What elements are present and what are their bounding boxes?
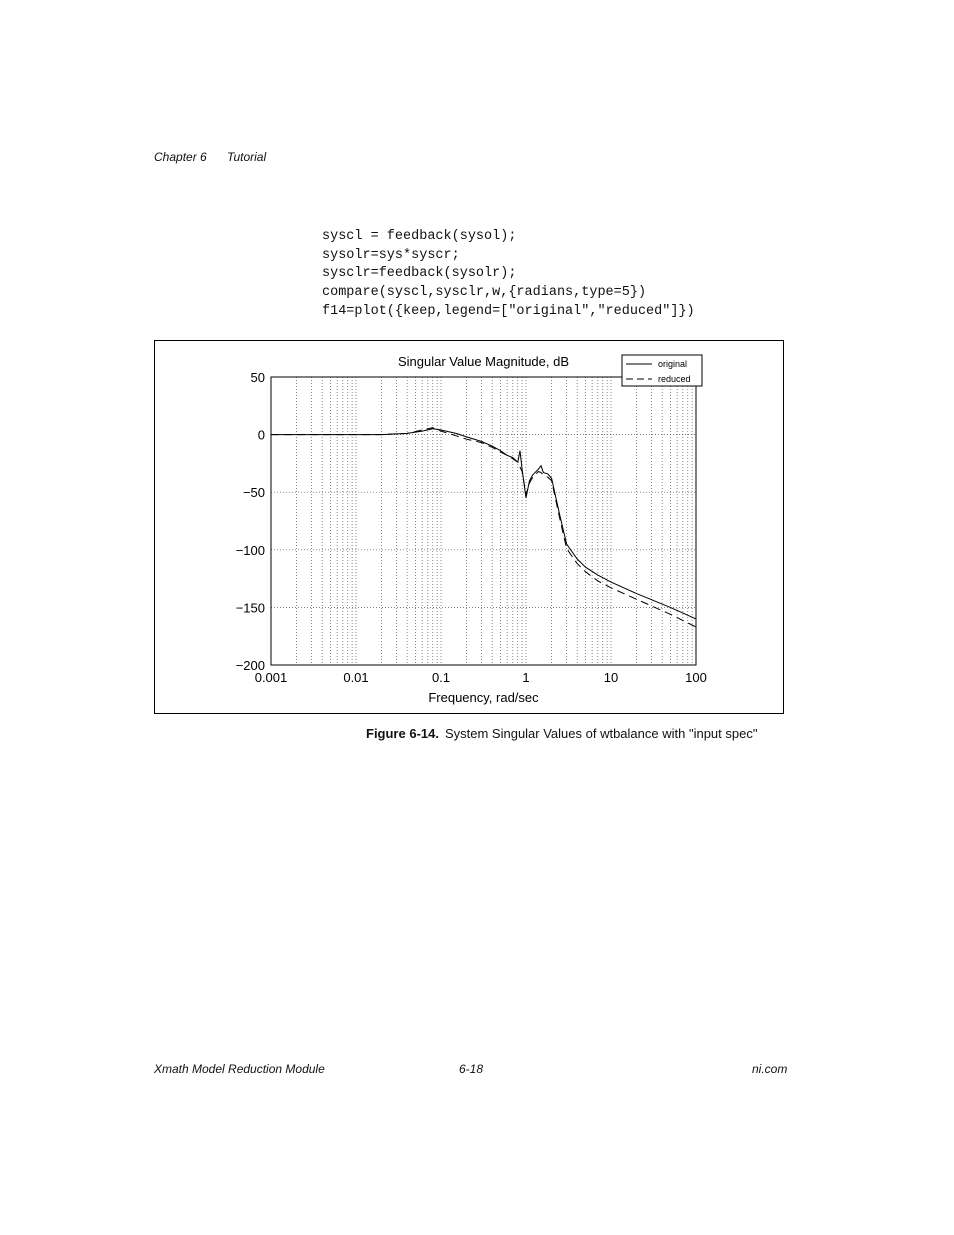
- legend-label-original: original: [658, 359, 688, 369]
- figure-caption-text: System Singular Values of wtbalance with "input spec": [444, 726, 758, 741]
- page-number: 6-18: [459, 1062, 484, 1076]
- chapter-label: Chapter 6: [154, 150, 207, 164]
- code-line: sysclr=feedback(sysolr);: [322, 266, 517, 282]
- section-label: Tutorial: [227, 150, 267, 164]
- y-tick-label: −50: [242, 485, 265, 501]
- x-tick-label: 0.01: [343, 670, 369, 685]
- x-axis-label: Frequency, rad/sec: [428, 690, 539, 705]
- y-tick-label: 50: [250, 370, 265, 385]
- footer-title: Xmath Model Reduction Module: [154, 1062, 325, 1076]
- x-tick-label: 100: [685, 670, 707, 685]
- x-tick-label: 10: [603, 670, 619, 685]
- y-tick-label: −150: [235, 600, 265, 616]
- code-line: f14=plot({keep,legend=["original","reduced"]}): [322, 303, 695, 319]
- code-line: syscl = feedback(sysol);: [322, 229, 517, 244]
- chart-title: Singular Value Magnitude, dB: [397, 354, 570, 369]
- legend-label-reduced: reduced: [658, 374, 691, 384]
- y-tick-label: −100: [235, 542, 265, 558]
- code-line: sysolr=sys*syscr;: [322, 247, 460, 263]
- x-tick-label: 1: [522, 670, 530, 685]
- code-line: compare(syscl,sysclr,w,{radians,type=5}): [322, 285, 647, 301]
- singular-value-chart: [155, 341, 783, 713]
- figure-label: Figure 6-14.: [366, 726, 439, 741]
- x-tick-label: 0.1: [431, 670, 451, 685]
- code-block: [322, 228, 695, 322]
- figure-frame: [154, 340, 784, 714]
- y-tick-label: 0: [257, 427, 265, 443]
- footer-site: ni.com: [752, 1062, 788, 1076]
- plot-area: [271, 377, 696, 665]
- y-tick-label: −200: [235, 658, 265, 673]
- figure-caption: [366, 726, 757, 741]
- x-tick-label: 0.001: [254, 670, 288, 685]
